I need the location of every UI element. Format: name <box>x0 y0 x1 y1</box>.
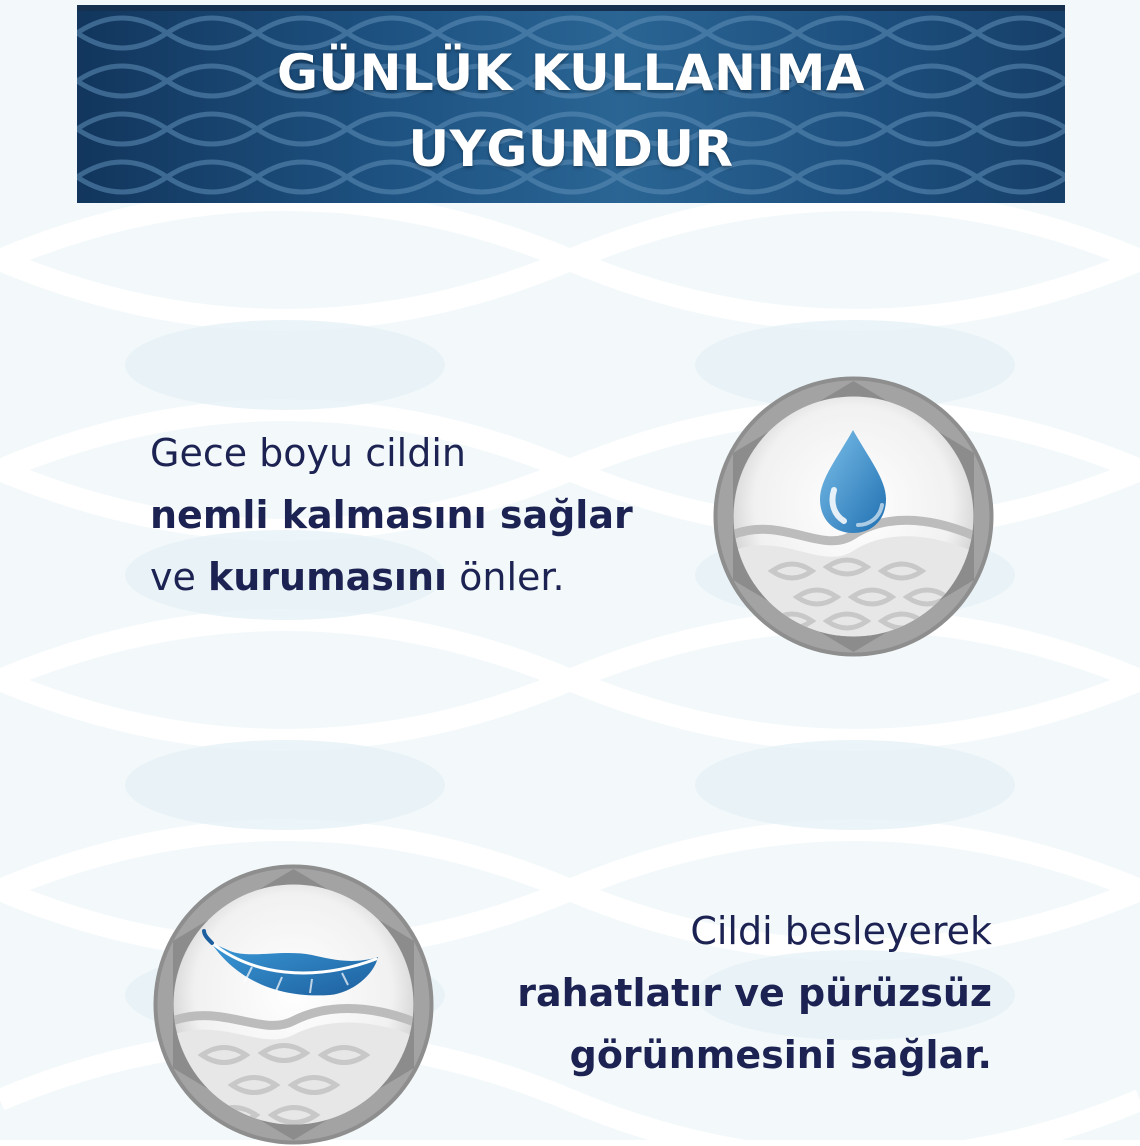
feature-nourish-line-2: rahatlatır ve pürüzsüz <box>517 971 992 1015</box>
banner-title-line-1: GÜNLÜK KULLANIMA <box>276 44 866 102</box>
banner-top-border <box>77 5 1065 11</box>
feature-moisture-line-3: ve kurumasını önler. <box>150 555 565 599</box>
feature-nourish-line-1: Cildi besleyerek <box>690 909 992 953</box>
feature-moisture-text <box>150 422 633 608</box>
banner-title-line-2: UYGUNDUR <box>408 120 734 178</box>
feature-nourish-line-3: görünmesini sağlar. <box>569 1033 992 1077</box>
feather-icon <box>152 863 435 1146</box>
water-drop-icon <box>712 375 995 658</box>
header-banner <box>77 5 1065 203</box>
feature-nourish-text <box>517 900 992 1086</box>
feature-moisture-line-1: Gece boyu cildin <box>150 431 466 475</box>
feature-moisture-line-2: nemli kalmasını sağlar <box>150 493 633 537</box>
banner-title <box>77 35 1065 187</box>
